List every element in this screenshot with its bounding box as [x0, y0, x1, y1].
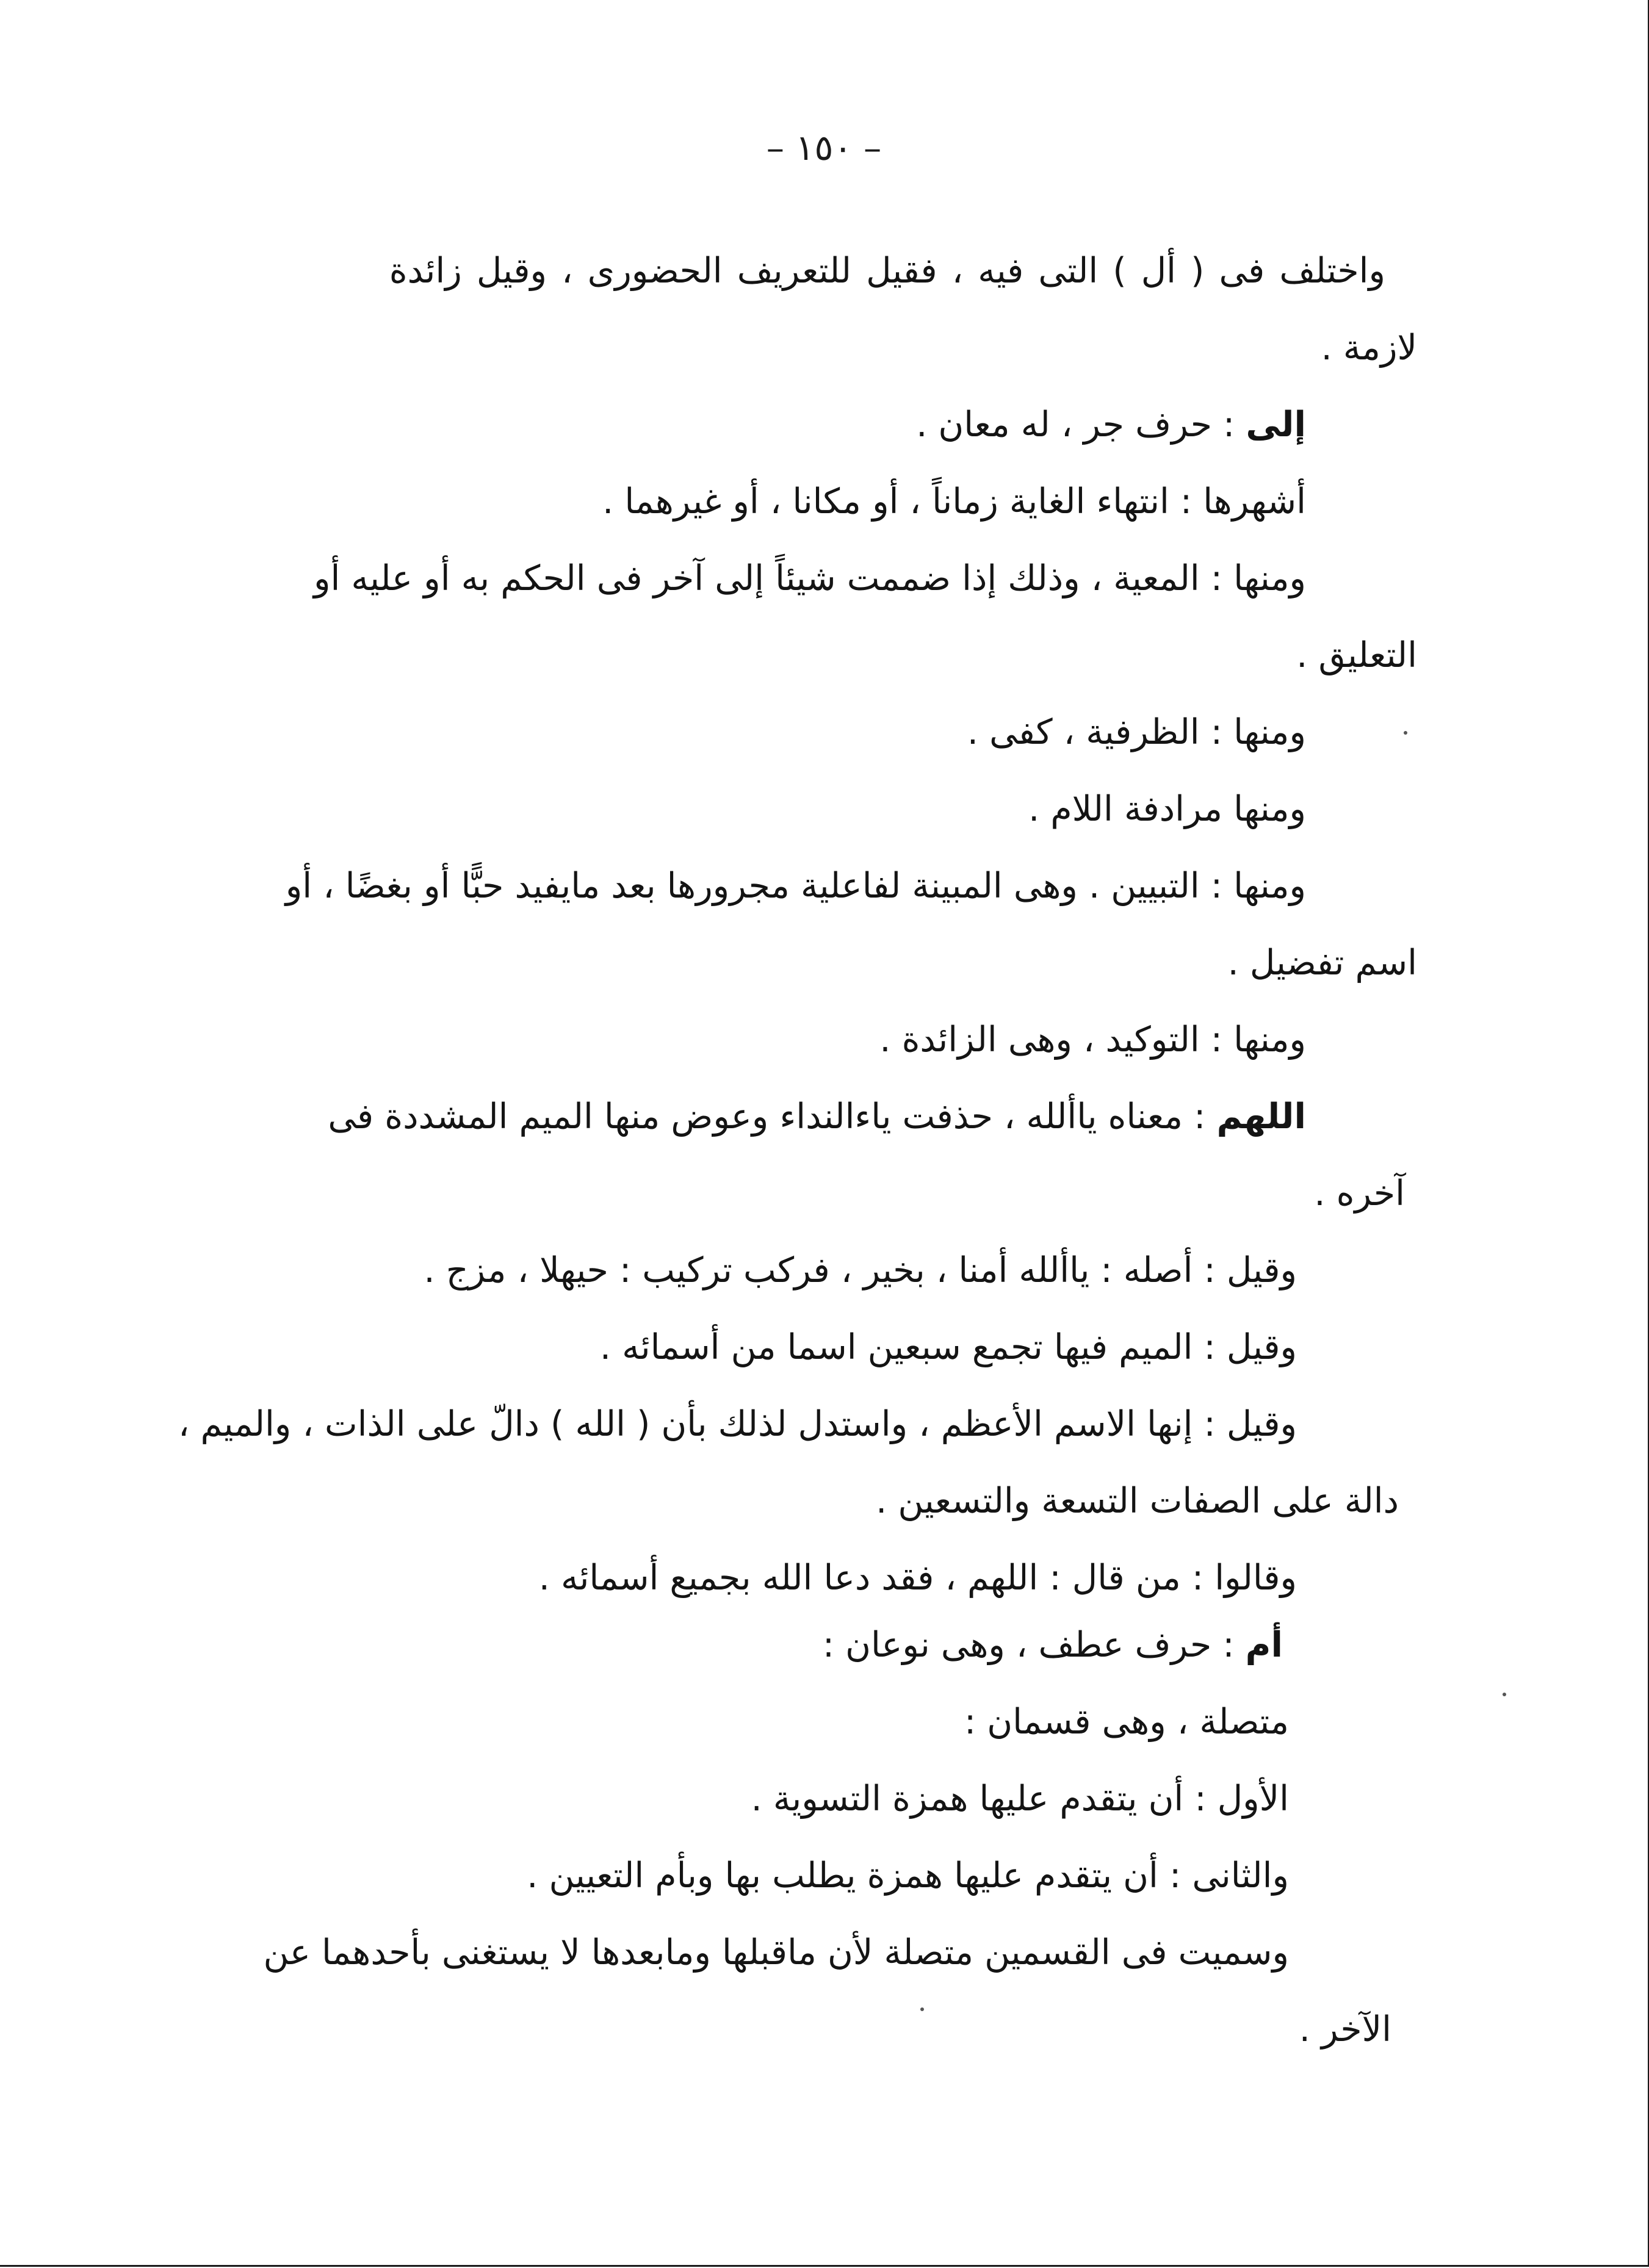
headword: أم: [1245, 1625, 1283, 1665]
text-line: وقيل : أصله : ياألله أمنا ، بخير ، فركب تركيب : حيهلا ، مزج .: [424, 1250, 1297, 1291]
headword: إلى: [1246, 405, 1306, 445]
text-line: وقالوا : من قال : اللهم ، فقد دعا الله بجميع أسمائه .: [538, 1558, 1297, 1598]
text-line: وقيل : الميم فيها تجمع سبعين اسما من أسمائه .: [599, 1327, 1297, 1367]
text-line: الأول : أن يتقدم عليها همزة التسوية .: [751, 1779, 1289, 1819]
text-line: متصلة ، وهى قسمان :: [964, 1702, 1289, 1742]
definition-line: [823, 1621, 1283, 1669]
definition-text: : معناه ياألله ، حذفت ياءالنداء وعوض منها الميم المشددة فى: [328, 1096, 1217, 1137]
text-line: اسم تفضيل .: [1227, 943, 1417, 983]
scan-speck: [920, 2007, 924, 2011]
text-line: وسميت فى القسمين متصلة لأن ماقبلها ومابعدها لا يستغنى بأحدهما عن: [263, 1932, 1289, 1973]
text-line: الآخر .: [1299, 2009, 1391, 2050]
text-line: دالة على الصفات التسعة والتسعين .: [876, 1481, 1399, 1521]
definition-line: [916, 400, 1306, 449]
scan-speck: [1404, 731, 1407, 735]
text-line: أشهرها : انتهاء الغاية زماناً ، أو مكانا ، أو غيرهما .: [602, 481, 1306, 522]
headword: اللهم: [1216, 1096, 1306, 1137]
text-line: ومنها : التوكيد ، وهى الزائدة .: [879, 1020, 1306, 1060]
definition-text: : حرف جر ، له معان .: [916, 405, 1246, 445]
page-number: – ١٥٠ –: [766, 127, 882, 168]
text-line: ومنها : المعية ، وذلك إذا ضممت شيئاً إلى آخر فى الحكم به أو عليه أو: [313, 558, 1306, 599]
text-line: والثانى : أن يتقدم عليها همزة يطلب بها وبأم التعيين .: [527, 1856, 1289, 1896]
text-line: ومنها مرادفة اللام .: [1028, 789, 1306, 829]
text-line: لازمة .: [1321, 328, 1417, 368]
text-line: واختلف فى ( أل ) التى فيه ، فقيل للتعريف الحضورى ، وقيل زائدة: [389, 251, 1385, 291]
scan-speck: [1503, 1693, 1506, 1696]
definition-text: : حرف عطف ، وهى نوعان :: [822, 1625, 1246, 1665]
definition-line: [328, 1092, 1306, 1141]
text-line: آخره .: [1314, 1173, 1405, 1214]
text-line: التعليق .: [1296, 635, 1417, 675]
text-line: وقيل : إنها الاسم الأعظم ، واستدل لذلك بأن ( الله ) دالّ على الذات ، والميم ،: [178, 1404, 1297, 1444]
text-line: ومنها : التبيين . وهى المبينة لفاعلية مجرورها بعد مايفيد حبًّا أو بغضًا ، أو: [285, 866, 1306, 906]
text-line: ومنها : الظرفية ، كفى .: [967, 712, 1306, 752]
